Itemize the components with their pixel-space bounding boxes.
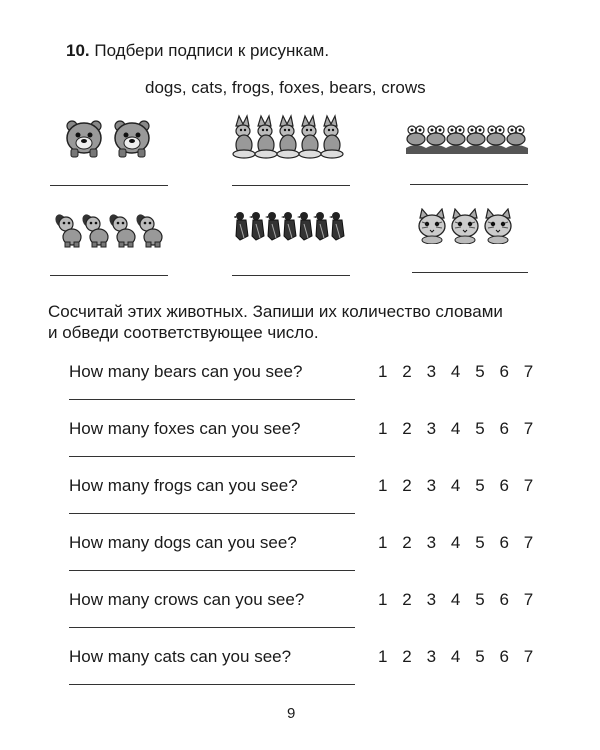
number-option-6[interactable]: 6 bbox=[499, 419, 509, 438]
number-option-4[interactable]: 4 bbox=[450, 476, 461, 495]
number-option-2[interactable]: 2 bbox=[402, 533, 412, 552]
cats-picture bbox=[416, 208, 516, 244]
number-option-3[interactable]: 3 bbox=[426, 362, 437, 381]
answer-line[interactable] bbox=[69, 456, 355, 457]
number-option-6[interactable]: 6 bbox=[499, 533, 509, 552]
question-row-cats bbox=[0, 647, 600, 703]
task-heading-text: Подбери подписи к рисункам. bbox=[94, 41, 330, 60]
number-options bbox=[378, 419, 548, 439]
frog-icon bbox=[507, 126, 525, 145]
bear-icon bbox=[67, 121, 101, 157]
number-option-2[interactable]: 2 bbox=[402, 419, 412, 438]
fox-icon bbox=[277, 116, 299, 158]
bears-picture bbox=[62, 116, 162, 158]
instruction-line-2: и обведи соответствующее число. bbox=[48, 323, 319, 342]
number-option-7[interactable]: 7 bbox=[523, 362, 534, 381]
number-option-7[interactable]: 7 bbox=[523, 590, 534, 609]
number-option-5[interactable]: 5 bbox=[475, 476, 485, 495]
crow-icon bbox=[281, 212, 296, 240]
number-option-3[interactable]: 3 bbox=[426, 647, 437, 666]
number-option-6[interactable]: 6 bbox=[499, 476, 509, 495]
question-row-crows bbox=[0, 590, 600, 646]
crow-icon bbox=[234, 212, 248, 240]
question-row-frogs bbox=[0, 476, 600, 532]
task-heading bbox=[66, 41, 329, 61]
cat-icon bbox=[485, 209, 511, 244]
frog-icon bbox=[407, 126, 425, 145]
number-options bbox=[378, 647, 548, 667]
dog-icon bbox=[134, 212, 162, 247]
frog-icon bbox=[427, 126, 445, 145]
number-option-7[interactable]: 7 bbox=[523, 476, 534, 495]
number-option-1[interactable]: 1 bbox=[378, 590, 388, 609]
number-option-1[interactable]: 1 bbox=[378, 533, 388, 552]
answer-line[interactable] bbox=[69, 627, 355, 628]
frogs-picture bbox=[406, 124, 528, 154]
question-text: How many crows can you see? bbox=[69, 590, 305, 609]
number-option-1[interactable]: 1 bbox=[378, 362, 388, 381]
number-option-3[interactable]: 3 bbox=[426, 476, 437, 495]
answer-line[interactable] bbox=[69, 513, 355, 514]
question-row-foxes bbox=[0, 419, 600, 475]
crows-answer-line[interactable] bbox=[232, 275, 350, 276]
bears-answer-line[interactable] bbox=[50, 185, 168, 186]
number-option-6[interactable]: 6 bbox=[499, 647, 509, 666]
fox-icon bbox=[233, 116, 255, 158]
question-text: How many foxes can you see? bbox=[69, 419, 301, 438]
number-option-5[interactable]: 5 bbox=[475, 647, 485, 666]
answer-line[interactable] bbox=[69, 570, 355, 571]
dogs-answer-line[interactable] bbox=[50, 275, 168, 276]
crow-icon bbox=[329, 212, 344, 240]
number-option-4[interactable]: 4 bbox=[450, 533, 461, 552]
cat-icon bbox=[452, 209, 478, 244]
number-option-1[interactable]: 1 bbox=[378, 647, 388, 666]
task-number: 10. bbox=[66, 41, 90, 60]
number-option-3[interactable]: 3 bbox=[426, 590, 437, 609]
bear-icon bbox=[115, 121, 149, 157]
instruction-line-1: Сосчитай этих животных. Запиши их количество словами bbox=[48, 302, 503, 321]
cats-answer-line[interactable] bbox=[412, 272, 528, 273]
frog-icon bbox=[447, 126, 465, 145]
question-row-bears bbox=[0, 362, 600, 418]
number-option-2[interactable]: 2 bbox=[402, 476, 412, 495]
number-option-4[interactable]: 4 bbox=[450, 647, 461, 666]
question-text: How many frogs can you see? bbox=[69, 476, 298, 495]
number-option-7[interactable]: 7 bbox=[523, 419, 534, 438]
number-option-7[interactable]: 7 bbox=[523, 533, 534, 552]
number-option-1[interactable]: 1 bbox=[378, 476, 388, 495]
crow-icon bbox=[313, 212, 328, 240]
cat-icon bbox=[419, 209, 445, 244]
number-option-2[interactable]: 2 bbox=[402, 590, 412, 609]
crow-icon bbox=[249, 212, 264, 240]
number-option-5[interactable]: 5 bbox=[475, 362, 485, 381]
fox-icon bbox=[255, 116, 277, 158]
number-option-2[interactable]: 2 bbox=[402, 362, 412, 381]
question-text: How many dogs can you see? bbox=[69, 533, 297, 552]
frog-icon bbox=[487, 126, 505, 145]
number-option-5[interactable]: 5 bbox=[475, 419, 485, 438]
foxes-picture bbox=[232, 114, 350, 160]
number-option-5[interactable]: 5 bbox=[475, 590, 485, 609]
number-option-1[interactable]: 1 bbox=[378, 419, 388, 438]
crows-picture bbox=[234, 210, 350, 242]
question-row-dogs bbox=[0, 533, 600, 589]
fox-icon bbox=[321, 116, 343, 158]
number-option-4[interactable]: 4 bbox=[450, 590, 461, 609]
question-text: How many cats can you see? bbox=[69, 647, 292, 666]
number-option-3[interactable]: 3 bbox=[426, 419, 437, 438]
number-options bbox=[378, 533, 548, 553]
number-option-7[interactable]: 7 bbox=[523, 647, 534, 666]
crow-icon bbox=[265, 212, 280, 240]
number-option-3[interactable]: 3 bbox=[426, 533, 437, 552]
dogs-picture bbox=[54, 212, 164, 248]
fox-icon bbox=[299, 116, 321, 158]
foxes-answer-line[interactable] bbox=[232, 185, 350, 186]
crow-icon bbox=[297, 212, 312, 240]
frogs-answer-line[interactable] bbox=[410, 184, 528, 185]
number-option-6[interactable]: 6 bbox=[499, 590, 509, 609]
dog-icon bbox=[54, 212, 81, 247]
word-bank: dogs, cats, frogs, foxes, bears, crows bbox=[145, 78, 426, 97]
number-options bbox=[378, 590, 548, 610]
dog-icon bbox=[107, 212, 135, 247]
number-options bbox=[378, 362, 548, 382]
answer-line[interactable] bbox=[69, 399, 355, 400]
frog-icon bbox=[467, 126, 485, 145]
question-text: How many bears can you see? bbox=[69, 362, 303, 381]
dog-icon bbox=[80, 212, 108, 247]
number-option-4[interactable]: 4 bbox=[450, 362, 461, 381]
number-options bbox=[378, 476, 548, 496]
number-option-2[interactable]: 2 bbox=[402, 647, 412, 666]
number-option-4[interactable]: 4 bbox=[450, 419, 461, 438]
number-option-6[interactable]: 6 bbox=[499, 362, 509, 381]
page-number: 9 bbox=[287, 705, 296, 722]
answer-line[interactable] bbox=[69, 684, 355, 685]
number-option-5[interactable]: 5 bbox=[475, 533, 485, 552]
